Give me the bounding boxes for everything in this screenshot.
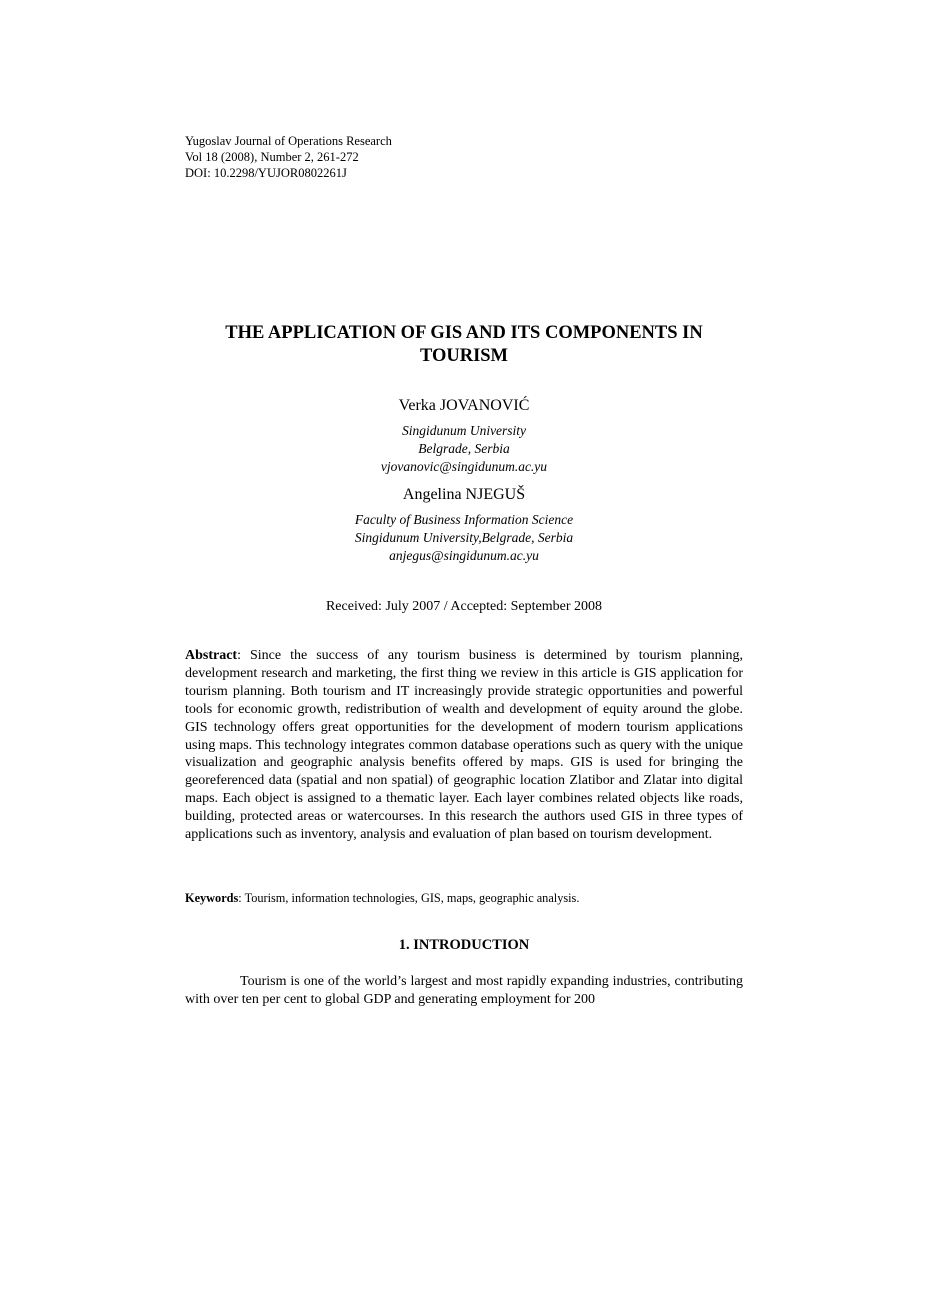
author-location: Singidunum University,Belgrade, Serbia: [354, 530, 574, 545]
keywords-label: Keywords: [185, 891, 239, 905]
author-location: Belgrade, Serbia: [418, 441, 510, 456]
author-affiliation: Singidunum University: [401, 423, 527, 438]
paper-title-line-1: THE APPLICATION OF GIS AND ITS COMPONENTS IN: [225, 323, 703, 343]
author-email: anjegus@singidunum.ac.yu: [389, 548, 539, 563]
journal-doi: DOI: 10.2298/YUJOR0802261J: [185, 166, 347, 180]
abstract-label: Abstract: [185, 648, 238, 663]
paper-title-line-2: TOURISM: [419, 346, 509, 366]
keywords-text: : Tourism, information technologies, GIS, maps, geographic analysis.: [238, 891, 580, 905]
received-dates: Received: July 2007 / Accepted: September 2008: [325, 599, 603, 614]
author-block-2: [185, 485, 743, 565]
keywords: [185, 890, 743, 906]
journal-volume: Vol 18 (2008), Number 2, 261-272: [185, 150, 359, 164]
abstract: [185, 647, 743, 844]
section-heading: 1. INTRODUCTION: [398, 937, 530, 953]
author-name: Angelina NJEGUŠ: [402, 486, 526, 503]
journal-header: [185, 133, 392, 181]
intro-paragraph: Tourism is one of the world’s largest and most rapidly expanding industries, contributing with over ten per cent to global GDP and generating employment for 200: [185, 974, 743, 1007]
author-email: vjovanovic@singidunum.ac.yu: [380, 459, 548, 474]
abstract-text: : Since the success of any tourism business is determined by tourism planning, development research and marketing, the first thing we review in this article is GIS application for tourism planning. Both tourism and IT increasingly provide strategic opportunities and powerful tools for economic growth, redistribution of wealth and development of equity around the globe. GIS technology offers great opportunities for the development of modern tourism applications using maps. This technology integrates common database operations such as query with the unique visualization and geographic analysis benefits offered by maps. GIS is used for bringing the georeferenced data (spatial and non spatial) of geographic location Zlatibor and Zlatar into digital maps. Each object is assigned to a thematic layer. Each layer combines related objects like roads, building, protected areas or watercourses. In this research the authors used GIS in three types of applications such as inventory, analysis and evaluation of plan based on tourism development.: [185, 648, 743, 843]
paper-title: [185, 322, 743, 368]
author-block-1: [185, 396, 743, 476]
journal-name: Yugoslav Journal of Operations Research: [185, 134, 392, 148]
author-name: Verka JOVANOVIĆ: [398, 397, 530, 414]
author-affiliation: Faculty of Business Information Science: [354, 512, 574, 527]
